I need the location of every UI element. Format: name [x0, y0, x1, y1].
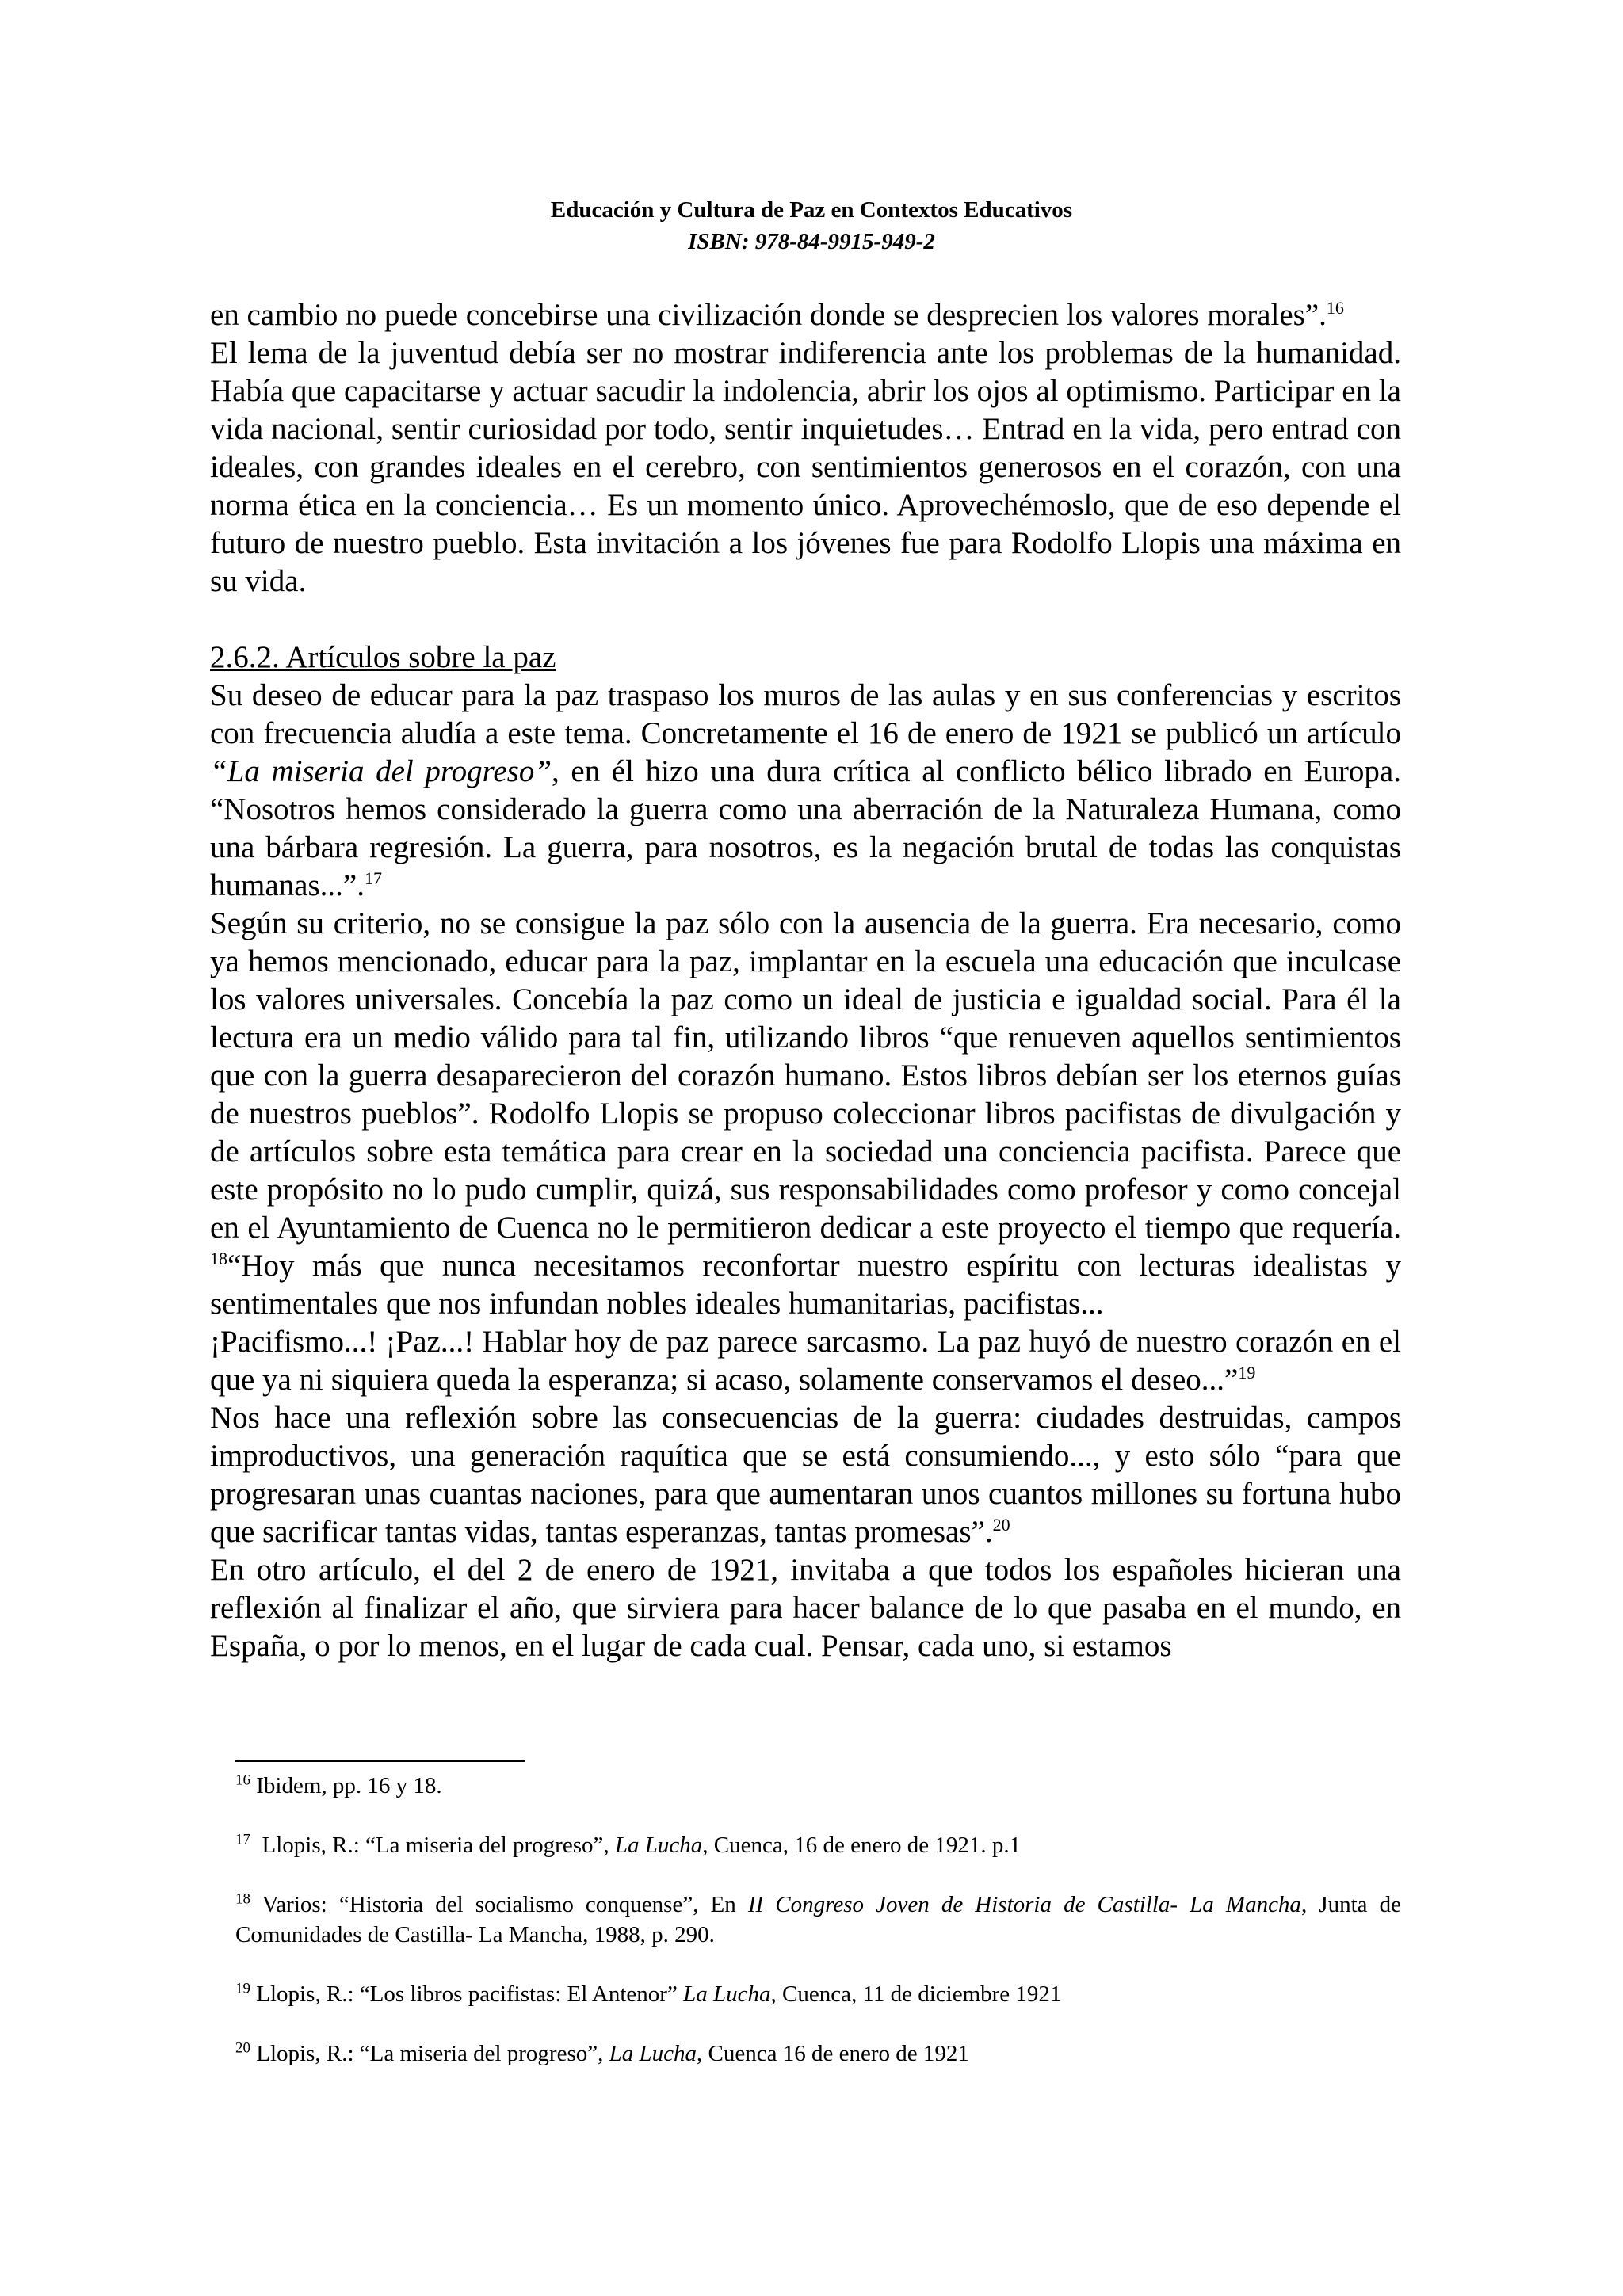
footnote-italic: II Congreso Joven de Historia de Castilla- La Mancha — [747, 1892, 1301, 1917]
footnote-text: , Cuenca, 11 de diciembre 1921 — [770, 1981, 1062, 2007]
section-heading-text: 2.6.2. Artículos sobre la paz — [210, 640, 556, 674]
footnotes — [235, 1771, 1401, 2098]
footnote-number: 16 — [235, 1772, 250, 1789]
paragraph-text: en cambio no puede concebirse una civilización donde se desprecien los valores morales”. — [210, 298, 1327, 332]
paragraph-text: Según su criterio, no se consigue la paz sólo con la ausencia de la guerra. Era necesario, como ya hemos mencionado, educar para la paz, implantar en la escuela una educación que inculcase los valores universales. Concebía la paz como un ideal de justicia e igualdad social. Para él la lectura era un medio válido para tal fin, utilizando libros “que renueven aquellos sentimientos que con la guerra desaparecieron del corazón humano. Estos libros debían ser los eternos guías de nuestros pueblos”. Rodolfo Llopis se propuso coleccionar libros pacifistas de divulgación y de artículos sobre esta temática para crear en la sociedad una conciencia pacifista. Parece que este propósito no lo pudo cumplir, quizá, sus responsabilidades como profesor y como concejal en el Ayuntamiento de Cuenca no le permitieron dedicar a este proyecto el tiempo que requería. — [210, 906, 1401, 1245]
paragraph-text: ¡Pacifismo...! ¡Paz...! Hablar hoy de paz parece sarcasmo. La paz huyó de nuestro corazón en el que ya ni siquiera queda la esperanza; si acaso, solamente conservamos el deseo...” — [210, 1325, 1401, 1397]
footnote — [235, 1830, 1401, 1860]
footnote-text: Varios: “Historia del socialismo conquense”, En — [250, 1892, 748, 1917]
footnote-text: Llopis, R.: “La miseria del progreso”, — [250, 1833, 615, 1858]
footnote — [235, 1979, 1401, 2009]
footnote — [235, 1890, 1401, 1950]
footnote-text: , Cuenca, 16 de enero de 1921. p.1 — [702, 1833, 1022, 1858]
article-title: “La miseria del progreso” — [210, 754, 552, 788]
footnote — [235, 1771, 1401, 1801]
paragraph — [210, 1323, 1401, 1399]
footnote-ref: 18 — [210, 1249, 227, 1268]
footnote-separator — [235, 1760, 525, 1762]
paragraph-text: “Hoy más que nunca necesitamos reconfortar nuestro espíritu con lecturas idealistas y sentimentales que nos infundan nobles ideales humanitarias, pacifistas... — [210, 1249, 1401, 1321]
paragraph — [210, 1399, 1401, 1551]
footnote-ref: 20 — [992, 1515, 1010, 1535]
paragraph — [210, 296, 1401, 334]
footnote-number: 19 — [235, 1980, 250, 1997]
header-title: Educación y Cultura de Paz en Contextos Educativos — [550, 197, 1073, 223]
footnote-ref: 16 — [1326, 298, 1344, 318]
footnote — [235, 2039, 1401, 2069]
section-heading — [210, 639, 1401, 677]
paragraph: El lema de la juventud debía ser no mostrar indiferencia ante los problemas de la humanidad. Había que capacitarse y actuar sacudir la indolencia, abrir los ojos al optimismo. Participar en la vida nacional, sentir curiosidad por todo, sentir inquietudes… Entrad en la vida, pero entrad con ideales, con grandes ideales en el cerebro, con sentimientos generosos en el corazón, con una norma ética en la conciencia… Es un momento único. Aprovechémoslo, que de eso depende el futuro de nuestro pueblo. Esta invitación a los jóvenes fue para Rodolfo Llopis una máxima en su vida. — [210, 336, 1401, 598]
running-header — [0, 194, 1623, 257]
paragraph — [210, 677, 1401, 905]
footnote-text: , Junta de Comunidades de Castilla- La Mancha, 1988, p. 290. — [235, 1892, 1401, 1947]
footnote-ref: 17 — [364, 868, 382, 888]
paragraph — [210, 905, 1401, 1323]
footnote-text: , Cuenca 16 de enero de 1921 — [697, 2041, 969, 2066]
footnote-italic: La Lucha — [609, 2041, 697, 2066]
footnote-italic: La Lucha — [614, 1833, 703, 1858]
paragraph-text: Su deseo de educar para la paz traspaso los muros de las aulas y en sus conferencias y escritos con frecuencia aludía a este tema. Concretamente el 16 de enero de 1921 se publicó un artículo — [210, 678, 1401, 750]
footnote-number: 17 — [235, 1831, 250, 1848]
footnote-italic: La Lucha — [683, 1981, 771, 2007]
footnote-number: 18 — [235, 1890, 250, 1908]
paragraph: En otro artículo, el del 2 de enero de 1921, invitaba a que todos los españoles hicieran una reflexión al finalizar el año, que sirviera para hacer balance de lo que pasaba en el mundo, en España, o por lo menos, en el lugar de cada cual. Pensar, cada uno, si estamos — [210, 1553, 1401, 1663]
footnote-text: Ibidem, pp. 16 y 18. — [250, 1773, 442, 1798]
body-text — [210, 296, 1401, 1665]
footnote-text: Llopis, R.: “La miseria del progreso”, — [250, 2041, 609, 2066]
header-isbn: ISBN: 978-84-9915-949-2 — [688, 229, 935, 254]
footnote-number: 20 — [235, 2039, 250, 2057]
footnote-ref: 19 — [1238, 1363, 1256, 1383]
paragraph-text: , en él hizo una dura crítica al conflicto bélico librado en Europa. “Nosotros hemos considerado la guerra como una aberración de la Naturaleza Humana, como una bárbara regresión. La guerra, para nosotros, es la negación brutal de todas las conquistas humanas...”. — [210, 754, 1401, 902]
paragraph-text: Nos hace una reflexión sobre las consecuencias de la guerra: ciudades destruidas, campos improductivos, una generación raquítica que se está consumiendo..., y esto sólo “para que progresaran unas cuantas naciones, para que aumentaran unos cuantos millones su fortuna hubo que sacrificar tantas vidas, tantas esperanzas, tantas promesas”. — [210, 1401, 1401, 1549]
footnote-text: Llopis, R.: “Los libros pacifistas: El Antenor” — [250, 1981, 684, 2007]
